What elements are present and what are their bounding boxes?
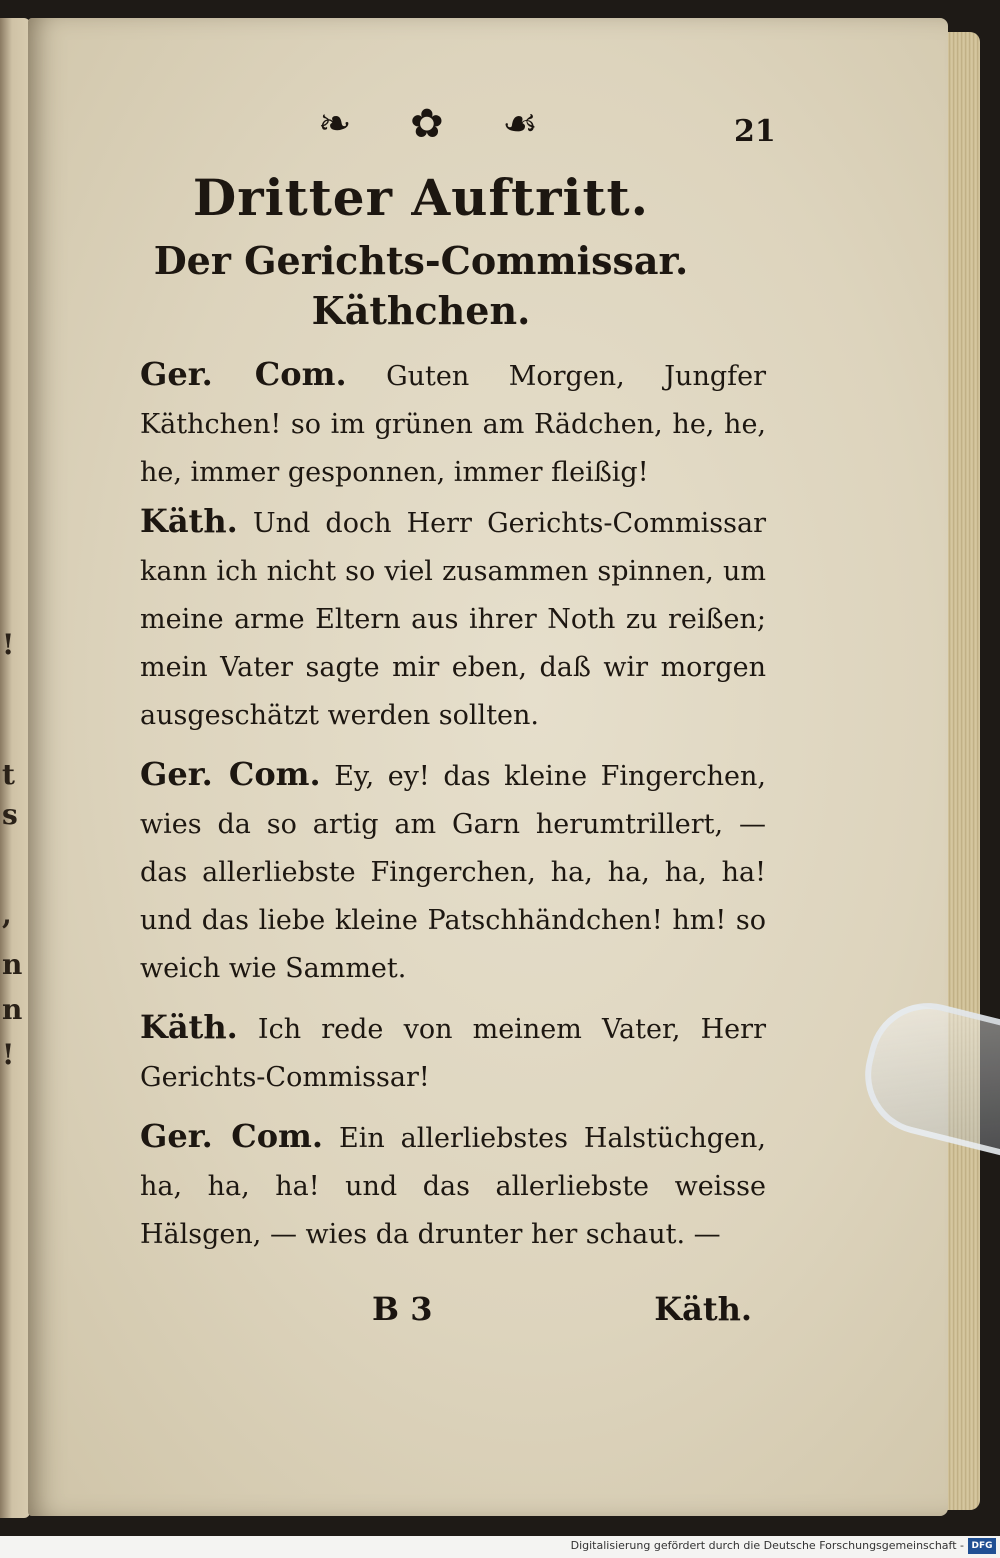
page-number: 21 <box>734 114 776 149</box>
prev-page-fragment: , <box>2 898 12 931</box>
scene-persons: Der Gerichts-Commissar. Käthchen. <box>153 238 689 333</box>
dialogue-text: Guten Morgen, Jungfer Käthchen! so im grünen am Rädchen, he, he, he, immer gesponnen, immer fleißig! <box>140 361 766 488</box>
ornament-center-icon: ✿ <box>410 101 444 147</box>
dialogue-text: Ein allerliebstes Halstüchgen, ha, ha, ha! und das allerliebste weisse Hälsgen, — wies da drunter her schaut. — <box>140 1123 767 1250</box>
credit-bar <box>0 1536 1000 1558</box>
signature-mark: B 3 <box>372 1290 433 1328</box>
dialogue-paragraph <box>76 1112 766 1259</box>
dialogue-text: Ey, ey! das kleine Fingerchen, wies da so artig am Garn herumtrillert, — das allerliebste Fingerchen, ha, ha, ha, ha! und das liebe kleine Patschhändchen! hm! so weich wie Sammet. <box>140 761 766 984</box>
dialogue-paragraph <box>76 350 766 497</box>
previous-page-edge <box>0 18 30 1518</box>
dialogue-text: Und doch Herr Gerichts-Commissar kann ich nicht so viel zusammen spinnen, um meine arme Eltern aus ihrer Noth zu reißen; mein Vater sagte mir eben, daß wir morgen ausgeschätzt werden sollten. <box>140 508 766 731</box>
prev-page-fragment: s <box>2 798 18 831</box>
speaker-label: Ger. Com. <box>140 755 321 793</box>
speaker-label: Ger. Com. <box>140 1117 324 1155</box>
ornament-left-icon: ❧ <box>318 101 352 147</box>
prev-page-fragment: ! <box>2 628 15 661</box>
credit-text: Digitalisierung gefördert durch die Deutsche Forschungsgemeinschaft - <box>570 1539 964 1552</box>
dialogue-paragraph <box>76 497 766 740</box>
speaker-label: Käth. <box>140 1008 238 1046</box>
page-text <box>76 160 766 1259</box>
header-ornament <box>318 102 538 146</box>
ornament-right-icon: ☙ <box>502 101 538 147</box>
prev-page-fragment: ! <box>2 1038 15 1071</box>
catchword: Käth. <box>654 1290 752 1328</box>
speaker-label: Käth. <box>140 502 238 540</box>
prev-page-fragment: n <box>2 993 23 1026</box>
prev-page-fragment: n <box>2 948 23 981</box>
speaker-label: Ger. Com. <box>140 355 347 393</box>
page-footer <box>372 1290 752 1328</box>
scene-title: Dritter Auftritt. <box>192 168 650 227</box>
dialogue-paragraph <box>76 1003 766 1102</box>
dfg-logo-icon: DFG <box>968 1538 996 1554</box>
dialogue-paragraph <box>76 750 766 993</box>
dialogue-text: Ich rede von meinem Vater, Herr Gerichts-Commissar! <box>140 1014 766 1093</box>
prev-page-fragment: t <box>2 758 15 791</box>
